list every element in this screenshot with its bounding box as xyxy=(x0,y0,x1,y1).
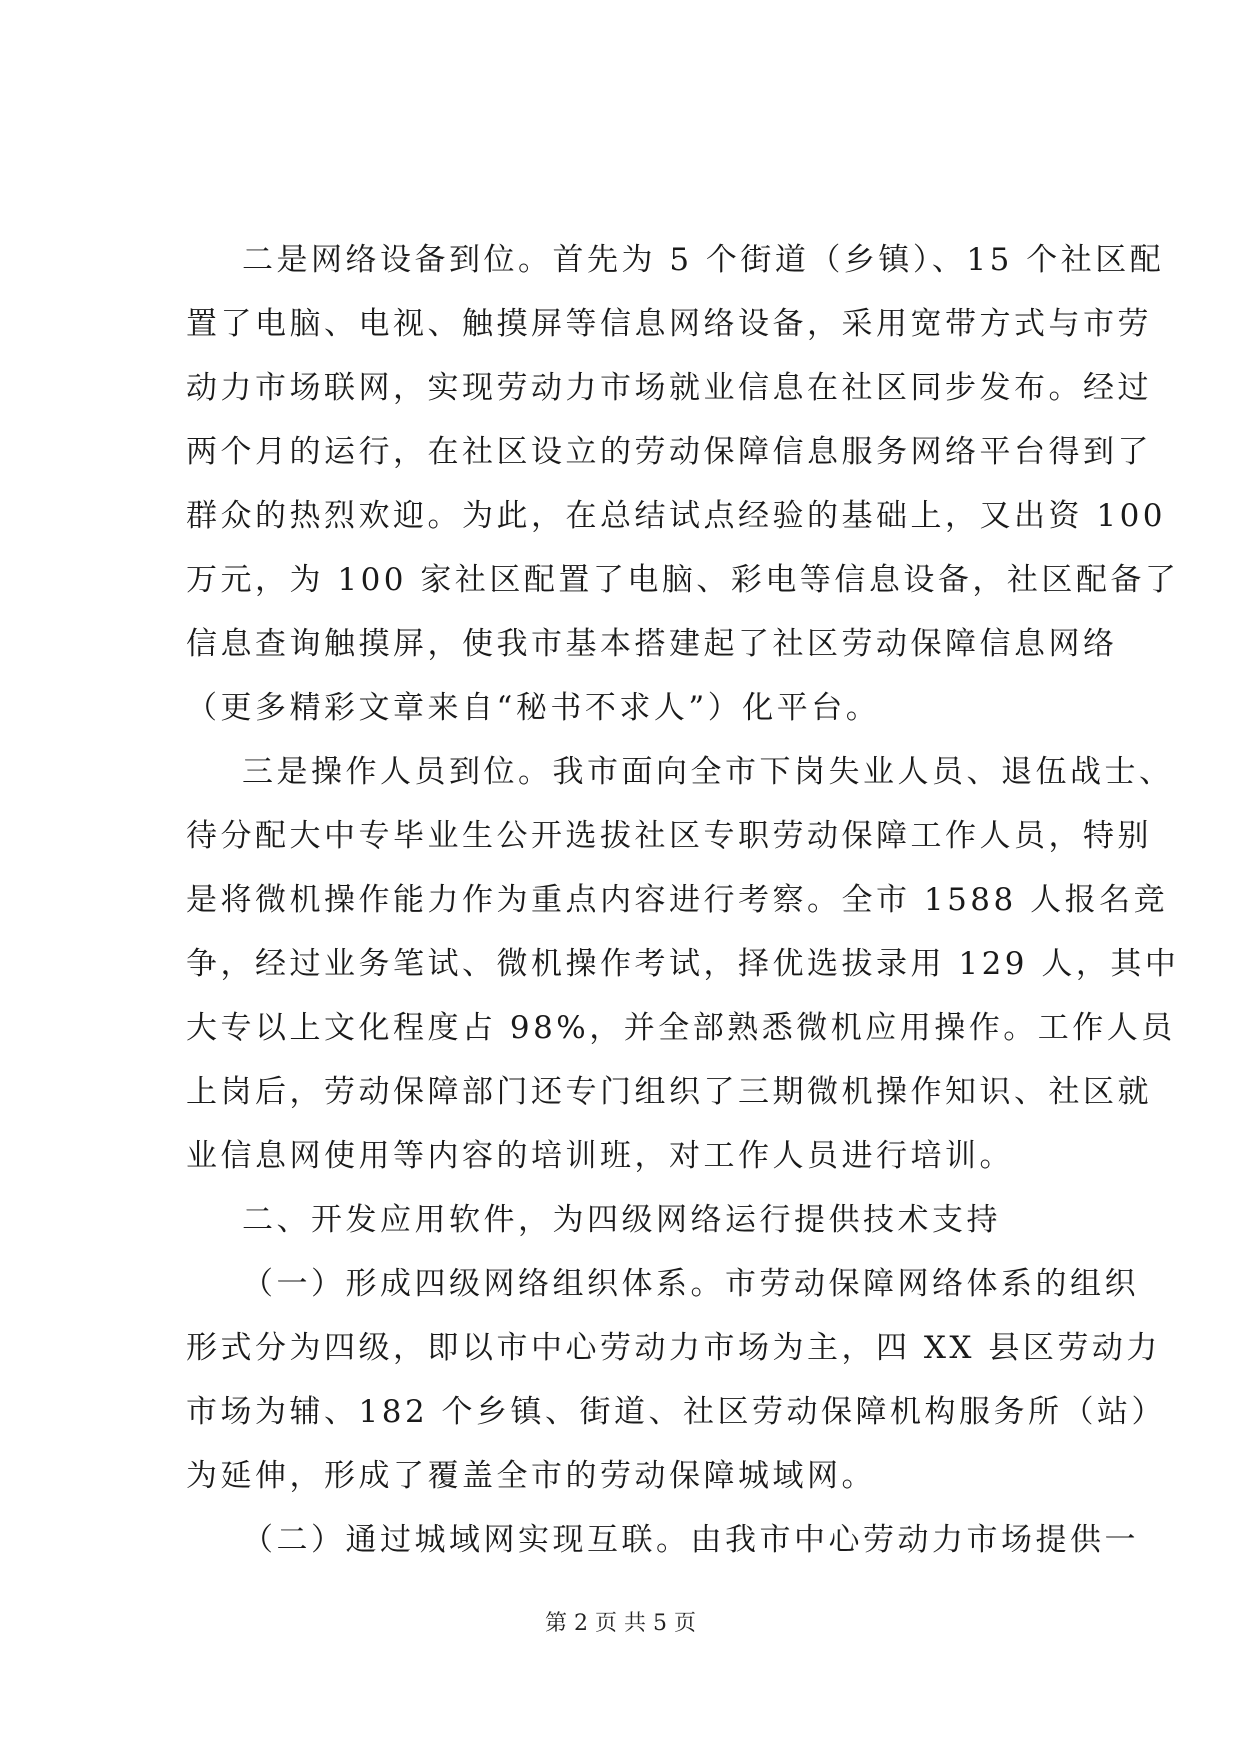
text-line: 两个月的运行，在社区设立的劳动保障信息服务网络平台得到了 xyxy=(186,434,1152,470)
text-line: 二、开发应用软件，为四级网络运行提供技术支持 xyxy=(242,1202,1001,1238)
text-line: 待分配大中专毕业生公开选拔社区专职劳动保障工作人员，特别 xyxy=(186,818,1152,854)
text-line: 置了电脑、电视、触摸屏等信息网络设备，采用宽带方式与市劳 xyxy=(186,306,1152,342)
text-line: 动力市场联网，实现劳动力市场就业信息在社区同步发布。经过 xyxy=(186,370,1152,406)
text-line: （更多精彩文章来自“秘书不求人”）化平台。 xyxy=(186,690,881,726)
text-line: 为延伸，形成了覆盖全市的劳动保障城域网。 xyxy=(186,1458,876,1494)
text-line: 群众的热烈欢迎。为此，在总结试点经验的基础上，又出资 100 xyxy=(186,498,1167,534)
document-body xyxy=(186,228,1180,1572)
text-line: 业信息网使用等内容的培训班，对工作人员进行培训。 xyxy=(186,1138,1014,1174)
text-line: 三是操作人员到位。我市面向全市下岗失业人员、退伍战士、 xyxy=(242,754,1174,790)
text-line: （一）形成四级网络组织体系。市劳动保障网络体系的组织 xyxy=(242,1266,1139,1302)
text-line: 二是网络设备到位。首先为 5 个街道（乡镇）、15 个社区配 xyxy=(242,242,1165,278)
text-line: 争，经过业务笔试、微机操作考试，择优选拔录用 129 人，其中 xyxy=(186,946,1180,982)
text-line: 是将微机操作能力作为重点内容进行考察。全市 1588 人报名竞 xyxy=(186,882,1169,918)
text-line: 万元，为 100 家社区配置了电脑、彩电等信息设备，社区配备了 xyxy=(186,562,1180,598)
page-footer: 第 2 页 共 5 页 xyxy=(545,1611,696,1636)
text-line: 市场为辅、182 个乡镇、街道、社区劳动保障机构服务所（站） xyxy=(186,1394,1167,1430)
text-line: 上岗后，劳动保障部门还专门组织了三期微机操作知识、社区就 xyxy=(186,1074,1152,1110)
text-line: 形式分为四级，即以市中心劳动力市场为主，四 XX 县区劳动力 xyxy=(186,1330,1161,1366)
text-line: 信息查询触摸屏，使我市基本搭建起了社区劳动保障信息网络 xyxy=(186,626,1118,662)
text-line: （二）通过城域网实现互联。由我市中心劳动力市场提供一 xyxy=(242,1522,1139,1558)
text-line: 大专以上文化程度占 98%，并全部熟悉微机应用操作。工作人员 xyxy=(186,1010,1176,1046)
